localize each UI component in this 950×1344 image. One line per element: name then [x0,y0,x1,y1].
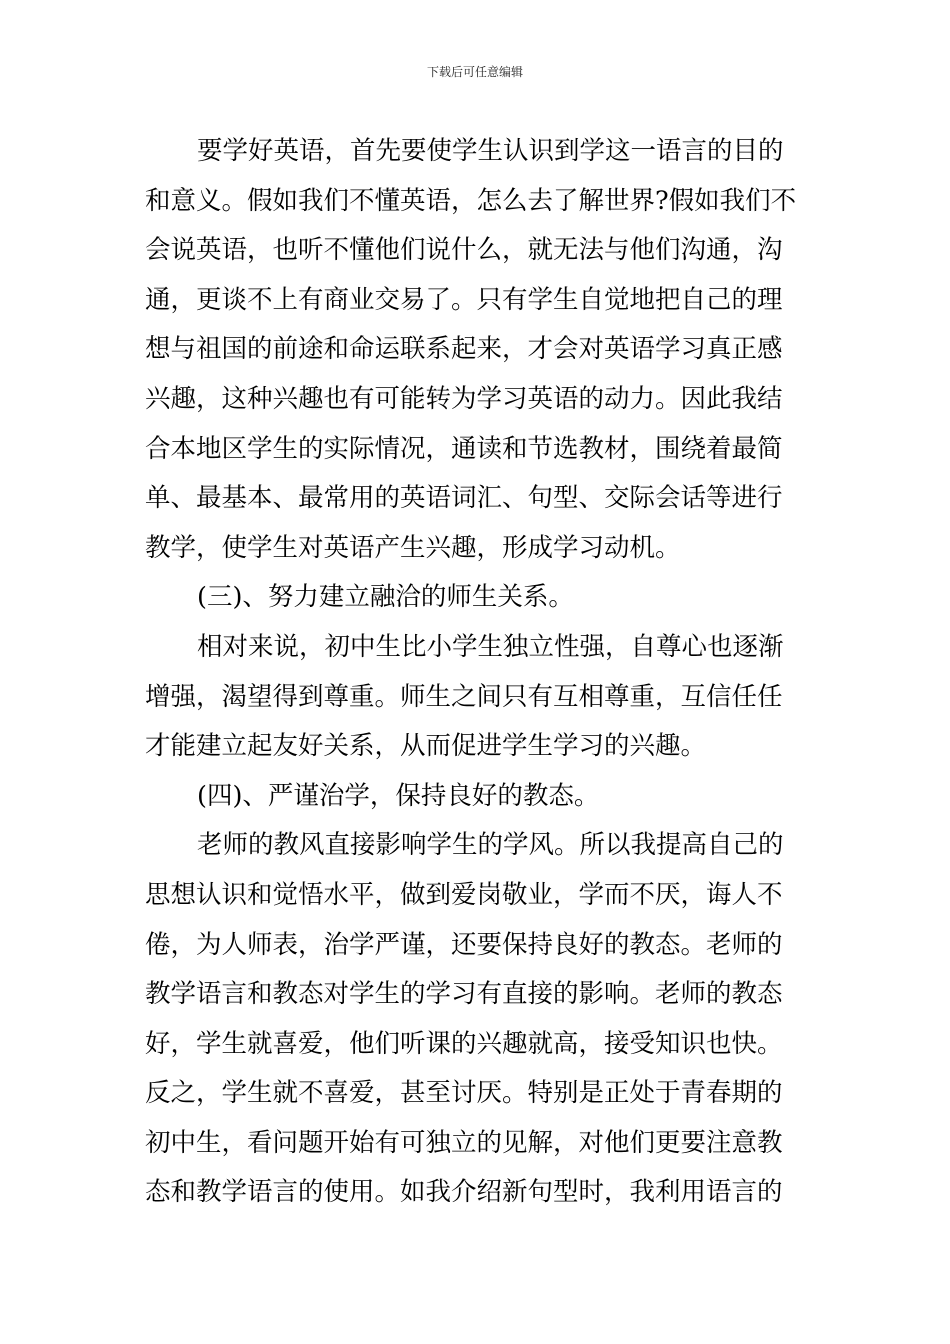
paragraph-line: 通，更谈不上有商业交易了。只有学生自觉地把自己的理 [145,284,783,315]
paragraph-line: 教学语言和教态对学生的学习有直接的影响。老师的教态 [145,979,783,1010]
section-heading: (三)、努力建立融洽的师生关系。 [197,582,574,613]
paragraph-line: 想与祖国的前途和命运联系起来，才会对英语学习真正感 [145,334,783,365]
document-body [145,127,805,1218]
paragraph-line: 反之，学生就不喜爱，甚至讨厌。特别是正处于青春期的 [145,1078,783,1109]
paragraph-line: 相对来说，初中生比小学生独立性强，自尊心也逐渐 [197,631,784,662]
paragraph-line: 才能建立起友好关系，从而促进学生学习的兴趣。 [145,731,707,762]
paragraph-line: 态和教学语言的使用。如我介绍新句型时，我利用语言的 [145,1177,783,1208]
paragraph-line: 教学，使学生对英语产生兴趣，形成学习动机。 [145,532,681,563]
section-heading: (四)、严谨治学，保持良好的教态。 [197,780,600,811]
paragraph-line: 初中生，看问题开始有可独立的见解，对他们更要注意教 [145,1127,783,1158]
paragraph-line: 好，学生就喜爱，他们听课的兴趣就高，接受知识也快。 [145,1028,783,1059]
paragraph-line: 单、最基本、最常用的英语词汇、句型、交际会话等进行 [145,483,783,514]
paragraph-line: 合本地区学生的实际情况，通读和节选教材，围绕着最简 [145,433,783,464]
paragraph-line: 倦，为人师表，治学严谨，还要保持良好的教态。老师的 [145,929,783,960]
paragraph-line: 要学好英语，首先要使学生认识到学这一语言的目的 [197,136,784,166]
paragraph-line: 思想认识和觉悟水平，做到爱岗敬业，学而不厌，诲人不 [145,879,783,910]
paragraph-line: 增强，渴望得到尊重。师生之间只有互相尊重，互信任任 [145,681,783,712]
paragraph-line: 和意义。假如我们不懂英语，怎么去了解世界?假如我们不 [145,185,797,216]
page-header: 下载后可任意编辑 [426,65,523,79]
paragraph-line: 老师的教风直接影响学生的学风。所以我提高自己的 [197,830,784,861]
paragraph-line: 兴趣，这种兴趣也有可能转为学习英语的动力。因此我结 [145,383,783,414]
paragraph-line: 会说英语，也听不懂他们说什么，就无法与他们沟通，沟 [145,235,783,266]
